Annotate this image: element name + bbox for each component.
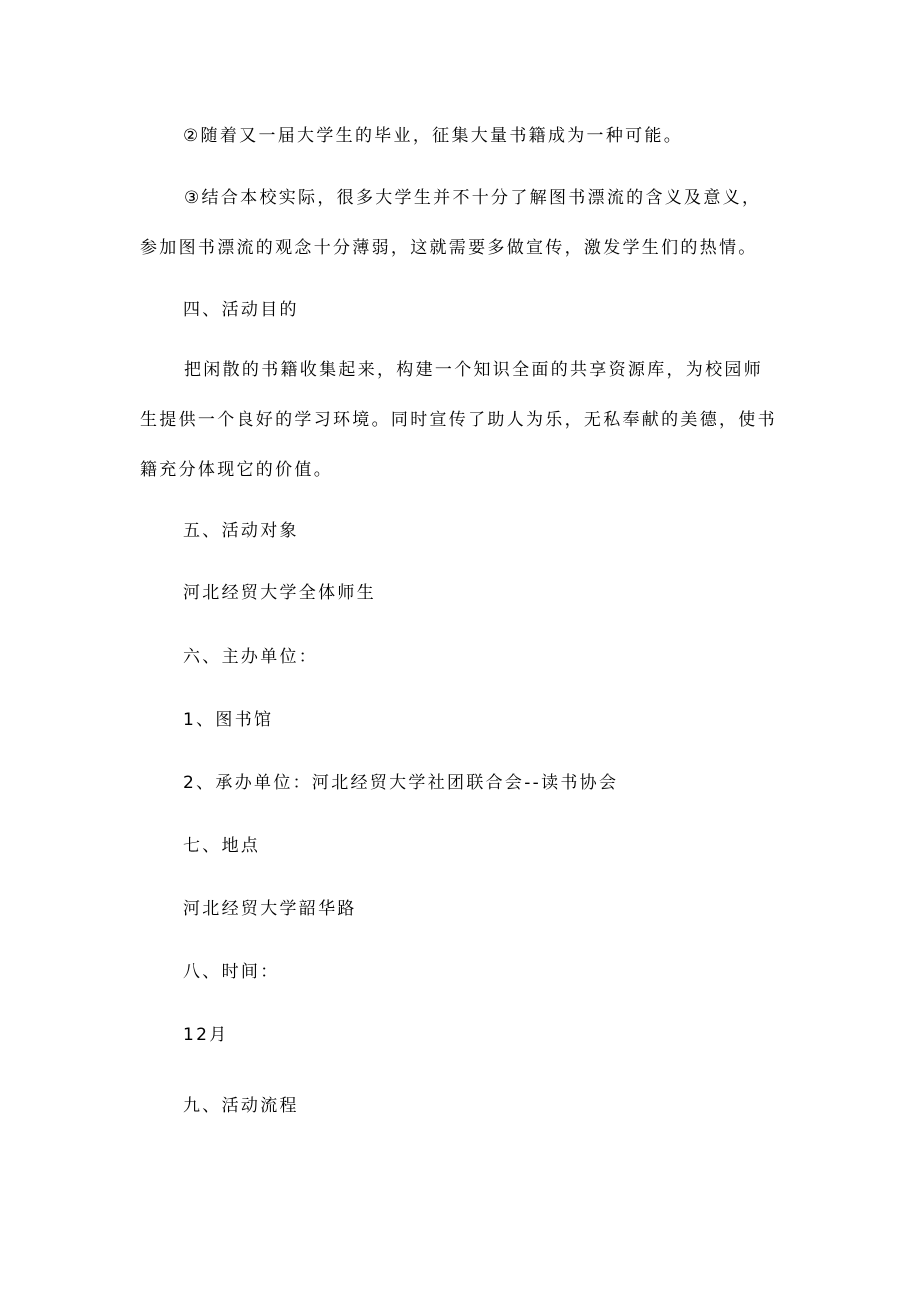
- paragraph-graduation: ②随着又一届大学生的毕业，征集大量书籍成为一种可能。: [183, 126, 684, 146]
- text-organizer-library: 1、图书馆: [183, 710, 274, 730]
- paragraph-purpose-body: 把闲散的书籍收集起来，构建一个知识全面的共享资源库，为校园师生提供一个良好的学习环境。同时宣传了助人为乐，无私奉献的美德，使书籍充分体现它的价值。: [140, 360, 777, 480]
- text-co-organizer: 2、承办单位：河北经贸大学社团联合会--读书协会: [183, 773, 619, 793]
- text-activity-target: 河北经贸大学全体师生: [183, 583, 376, 603]
- text-time: 12月: [183, 1025, 229, 1045]
- heading-time: 八、时间：: [183, 962, 280, 982]
- text-location: 河北经贸大学韶华路: [183, 899, 357, 919]
- paragraph-school-reality: ③结合本校实际，很多大学生并不十分了解图书漂流的含义及意义，参加图书漂流的观念十分薄弱，这就需要多做宣传，激发学生们的热情。: [140, 188, 762, 258]
- heading-location: 七、地点: [183, 836, 261, 856]
- heading-activity-purpose: 四、活动目的: [183, 300, 299, 320]
- heading-activity-target: 五、活动对象: [183, 521, 299, 541]
- heading-activity-flow: 九、活动流程: [183, 1096, 299, 1116]
- heading-organizer: 六、主办单位：: [183, 647, 319, 667]
